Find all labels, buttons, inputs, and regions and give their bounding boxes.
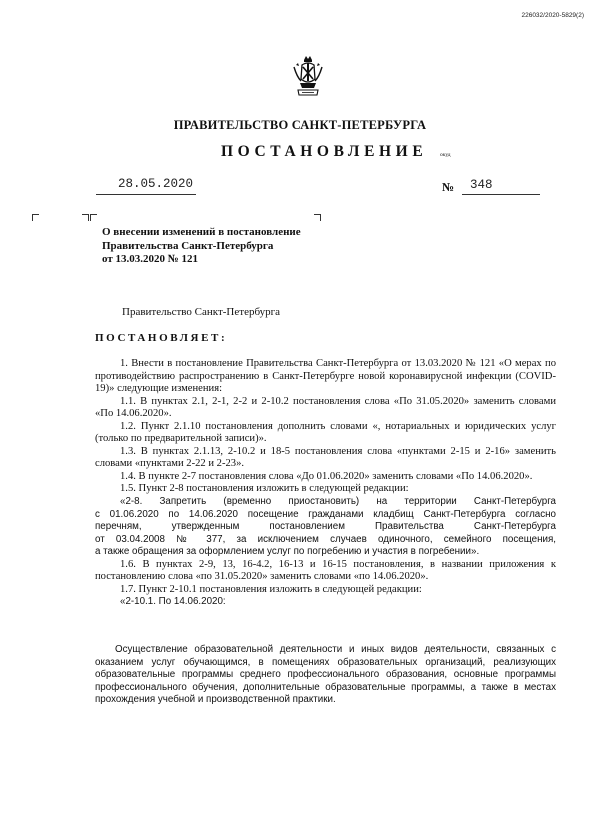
- inserted-text-line: «2-10.1. По 14.06.2020:: [120, 596, 226, 608]
- paragraph: Осуществление образовательной деятельности и иных видов деятельности, связанных с оказанием услуг обучающимся, в помещениях образовательных организаций, реализующих образовательные программы среднего профессионального образования, основные программы профессионального обучения, дополнительные образовательные программы, а также в местах прохождения учебной и производственной практики.: [95, 644, 556, 706]
- paragraph: 1.3. В пунктах 2.1.13, 2-10.2 и 18-5 постановления слова «пунктами 2-15 и 2-16» заменить словами «пунктами 2-22 и 2-23».: [95, 445, 556, 470]
- subject-line: О внесении изменений в постановление: [102, 226, 301, 238]
- document-body: [95, 358, 556, 609]
- paragraph: 1.7. Пункт 2-10.1 постановления изложить в следующей редакции:: [120, 583, 422, 595]
- paragraph: 1.5. Пункт 2-8 постановления изложить в следующей редакции:: [120, 483, 409, 495]
- subject-line: Правительства Санкт-Петербурга: [102, 239, 274, 252]
- corner-mark: [314, 214, 321, 221]
- date-underline: [96, 194, 196, 195]
- corner-mark: [32, 214, 39, 221]
- decrees-heading: ПОСТАНОВЛЯЕТ:: [95, 332, 228, 344]
- issuer-text: Правительство Санкт-Петербурга: [122, 306, 281, 318]
- inserted-text-line: от 03.04.2008 № 377, за исключением случаев одиночного, семейного посещения,: [95, 533, 556, 545]
- saint-petersburg-coat-of-arms-icon: [293, 55, 323, 97]
- paragraph: 1.6. В пунктах 2-9, 13, 16-4.2, 16-13 и 16-15 постановления, в названии приложения к постановлению слова «по 31.05.2020» заменить словами «по 14.06.2020».: [95, 558, 556, 583]
- final-paragraph: [95, 644, 556, 707]
- government-heading: ПРАВИТЕЛЬСТВО САНКТ-ПЕТЕРБУРГА: [173, 118, 427, 132]
- corner-mark: [90, 214, 97, 221]
- document-subject: [102, 226, 301, 267]
- number-underline: [462, 194, 540, 195]
- corner-mark: [82, 214, 89, 221]
- inserted-text-line: «2-8. Запретить (временно приостановить) на территории Санкт-Петербурга: [120, 496, 556, 508]
- paragraph: 1. Внести в постановление Правительства Санкт-Петербурга от 13.03.2020 № 121 «О мерах по противодействию распространению в Санкт-Петербурге новой коронавирусной инфекции (COVID-19)» следующие изменения:: [95, 358, 556, 395]
- inserted-text-line: перечням, утвержденным постановлением Правительства Санкт-Петербурга: [95, 521, 556, 533]
- paragraph: 1.1. В пунктах 2.1, 2-1, 2-2 и 2-10.2 постановления слова «По 31.05.2020» заменить словами «По 14.06.2020».: [95, 395, 556, 420]
- inserted-text-line: с 01.06.2020 по 14.06.2020 посещение гражданами кладбищ Санкт-Петербурга согласно: [95, 508, 556, 520]
- okud-label: окуд: [440, 152, 451, 158]
- paragraph: 1.2. Пункт 2.1.10 постановления дополнить словами «, нотариальных и юридических услуг (только по предварительной записи)».: [95, 420, 556, 445]
- subject-line: от 13.03.2020 № 121: [102, 253, 199, 265]
- number-sign: №: [442, 180, 455, 194]
- document-date: 28.05.2020: [118, 177, 194, 191]
- paragraph: 1.4. В пункте 2-7 постановления слова «До 01.06.2020» заменить словами «По 14.06.2020».: [120, 470, 533, 482]
- document-number: 348: [470, 178, 493, 192]
- document-type-title: ПОСТАНОВЛЕНИЕ: [221, 143, 428, 160]
- document-code: 226032/2020-5829(2): [521, 12, 584, 19]
- inserted-text-line: а также обращения за оформлением услуг по погребению и участия в погребении».: [95, 546, 480, 558]
